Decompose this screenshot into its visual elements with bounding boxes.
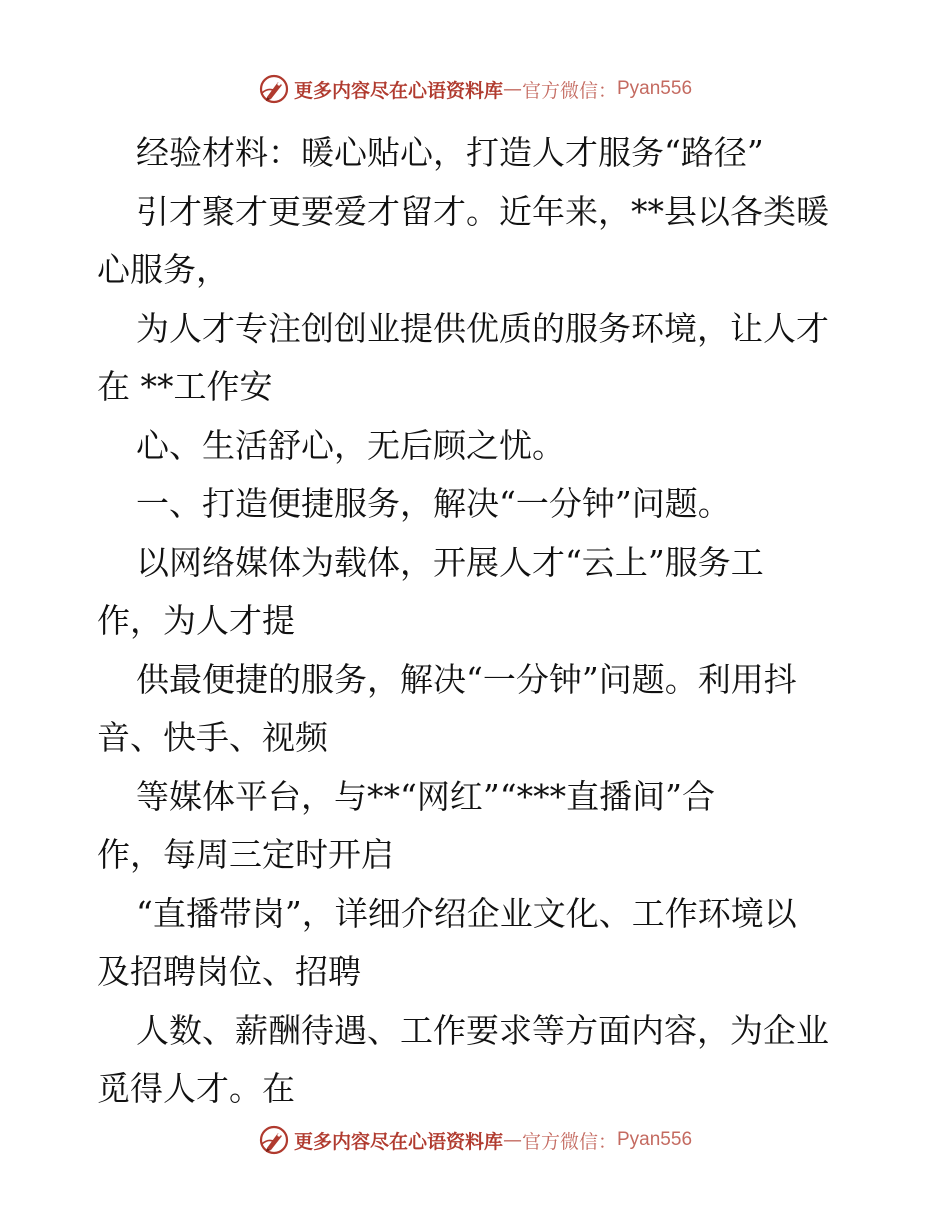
text-line: 作，为人才提 bbox=[97, 601, 295, 640]
header-banner bbox=[0, 72, 950, 106]
banner-wechat-id: Pyan556 bbox=[617, 78, 693, 99]
banner-separator: — bbox=[502, 1129, 522, 1151]
text-line: 等媒体平台，与**“网红”“***直播间”合 bbox=[136, 776, 715, 816]
pen-nib-logo-icon bbox=[258, 73, 290, 105]
text-line: 经验材料：暖心贴心，打造人才服务“路径” bbox=[136, 133, 764, 172]
text-line: 心、生活舒心，无后顾之忧。 bbox=[136, 425, 565, 465]
banner-brand-text: 更多内容尽在心语资料库 bbox=[293, 79, 503, 102]
text-line: 在 **工作安 bbox=[97, 367, 273, 406]
banner-wechat-id: Pyan556 bbox=[617, 1129, 693, 1150]
banner-wechat-label: 官方微信： bbox=[521, 1130, 617, 1153]
text-line: 作，每周三定时开启 bbox=[97, 835, 394, 874]
text-line: 一、打造便捷服务，解决“一分钟”问题。 bbox=[136, 484, 731, 523]
text-line: 为人才专注创创业提供优质的服务环境，让人才 bbox=[136, 308, 829, 348]
text-line: 觅得人才。在 bbox=[97, 1069, 295, 1108]
banner-wechat-label: 官方微信： bbox=[521, 79, 617, 102]
text-line: 心服务， bbox=[97, 250, 229, 289]
banner-separator: — bbox=[502, 78, 522, 100]
text-line: 音、快手、视频 bbox=[97, 718, 328, 757]
text-line: 引才聚才更要爱才留才。近年来，**县以各类暖 bbox=[136, 191, 829, 231]
document-body bbox=[97, 124, 857, 1119]
text-line: 及招聘岗位、招聘 bbox=[97, 952, 361, 991]
text-line: 人数、薪酬待遇、工作要求等方面内容，为企业 bbox=[136, 1010, 829, 1050]
footer-banner bbox=[0, 1123, 950, 1157]
text-line: 以网络媒体为载体，开展人才“云上”服务工 bbox=[136, 542, 764, 582]
pen-nib-logo-icon bbox=[258, 1124, 290, 1156]
banner-brand-text: 更多内容尽在心语资料库 bbox=[293, 1130, 503, 1153]
text-line: “直播带岗”，详细介绍企业文化、工作环境以 bbox=[136, 893, 797, 933]
text-line: 供最便捷的服务，解决“一分钟”问题。利用抖 bbox=[136, 659, 797, 699]
